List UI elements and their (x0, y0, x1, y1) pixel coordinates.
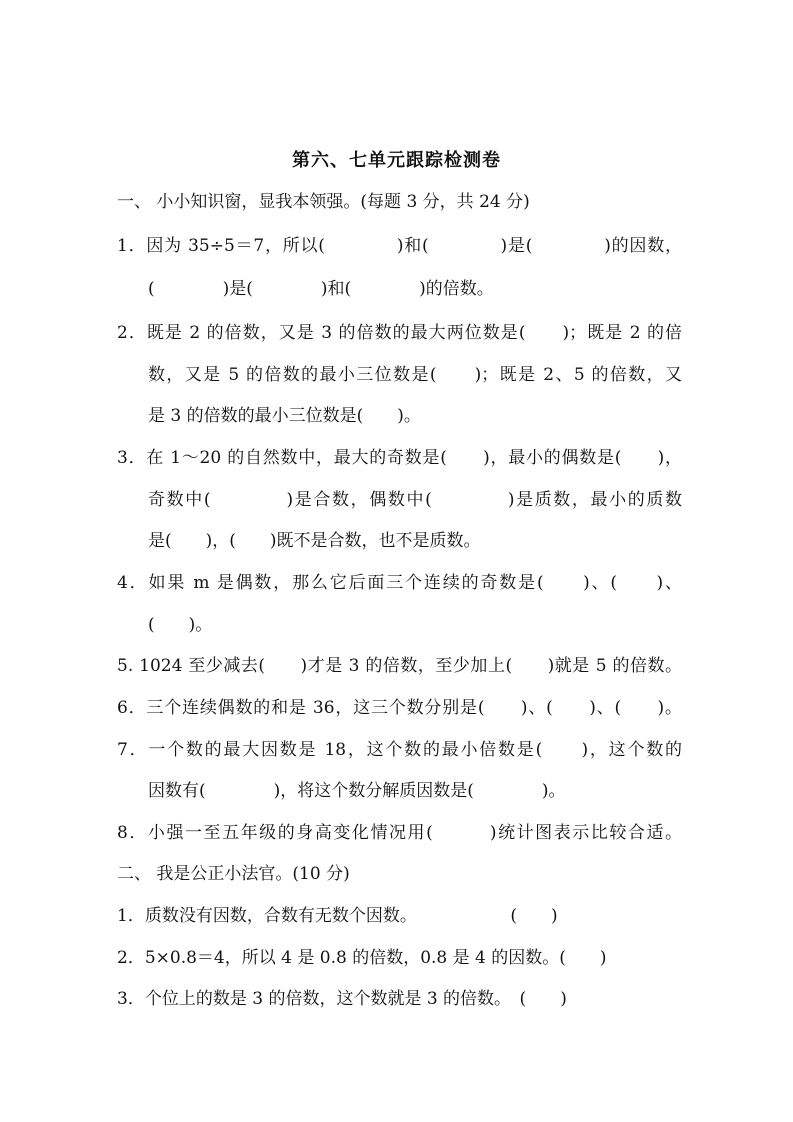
question-2-line-2: 数，又是 5 的倍数的最小三位数是( )；既是 2、5 的倍数，又 (148, 365, 682, 385)
question-2-line-1: 2．既是 2 的倍数，又是 3 的倍数的最大两位数是( )；既是 2 的倍 (117, 323, 682, 343)
question-3-line-3: 是( )，( )既不是合数，也不是质数。 (148, 531, 481, 551)
section-2-heading: 二、 我是公正小法官。(10 分) (117, 864, 350, 884)
judge-question-2: 2．5×0.8＝4，所以 4 是 0.8 的倍数，0.8 是 4 的因数。( ) (117, 948, 607, 968)
question-1-line-1: 1．因为 35÷5＝7，所以( )和( )是( )的因数， (117, 236, 682, 256)
question-8: 8．小强一至五年级的身高变化情况用( )统计图表示比较合适。 (117, 823, 682, 843)
section-1-heading: 一、 小小知识窗，显我本领强。(每题 3 分，共 24 分) (117, 192, 530, 212)
question-1-line-2: ( )是( )和( )的倍数。 (148, 279, 494, 299)
question-2-line-3: 是 3 的倍数的最小三位数是( )。 (148, 406, 421, 426)
question-4-line-1: 4．如果 m 是偶数，那么它后面三个连续的奇数是( )、( )、 (117, 573, 682, 593)
question-5: 5. 1024 至少减去( )才是 3 的倍数，至少加上( )就是 5 的倍数。 (117, 656, 682, 676)
judge-question-1: 1．质数没有因数，合数有无数个因数。 ( ) (117, 906, 558, 926)
page-title: 第六、七单元跟踪检测卷 (292, 150, 501, 171)
question-4-line-2: ( )。 (148, 615, 213, 635)
question-6: 6．三个连续偶数的和是 36，这三个数分别是( )、( )、( )。 (117, 698, 682, 718)
judge-question-3: 3．个位上的数是 3 的倍数，这个数就是 3 的倍数。 ( ) (117, 989, 567, 1009)
question-7-line-1: 7．一个数的最大因数是 18，这个数的最小倍数是( )，这个数的 (117, 740, 682, 760)
question-3-line-1: 3．在 1～20 的自然数中，最大的奇数是( )，最小的偶数是( )， (117, 448, 682, 468)
question-7-line-2: 因数有( )，将这个数分解质因数是( )。 (148, 781, 566, 801)
question-3-line-2: 奇数中( )是合数，偶数中( )是质数，最小的质数 (148, 490, 682, 510)
